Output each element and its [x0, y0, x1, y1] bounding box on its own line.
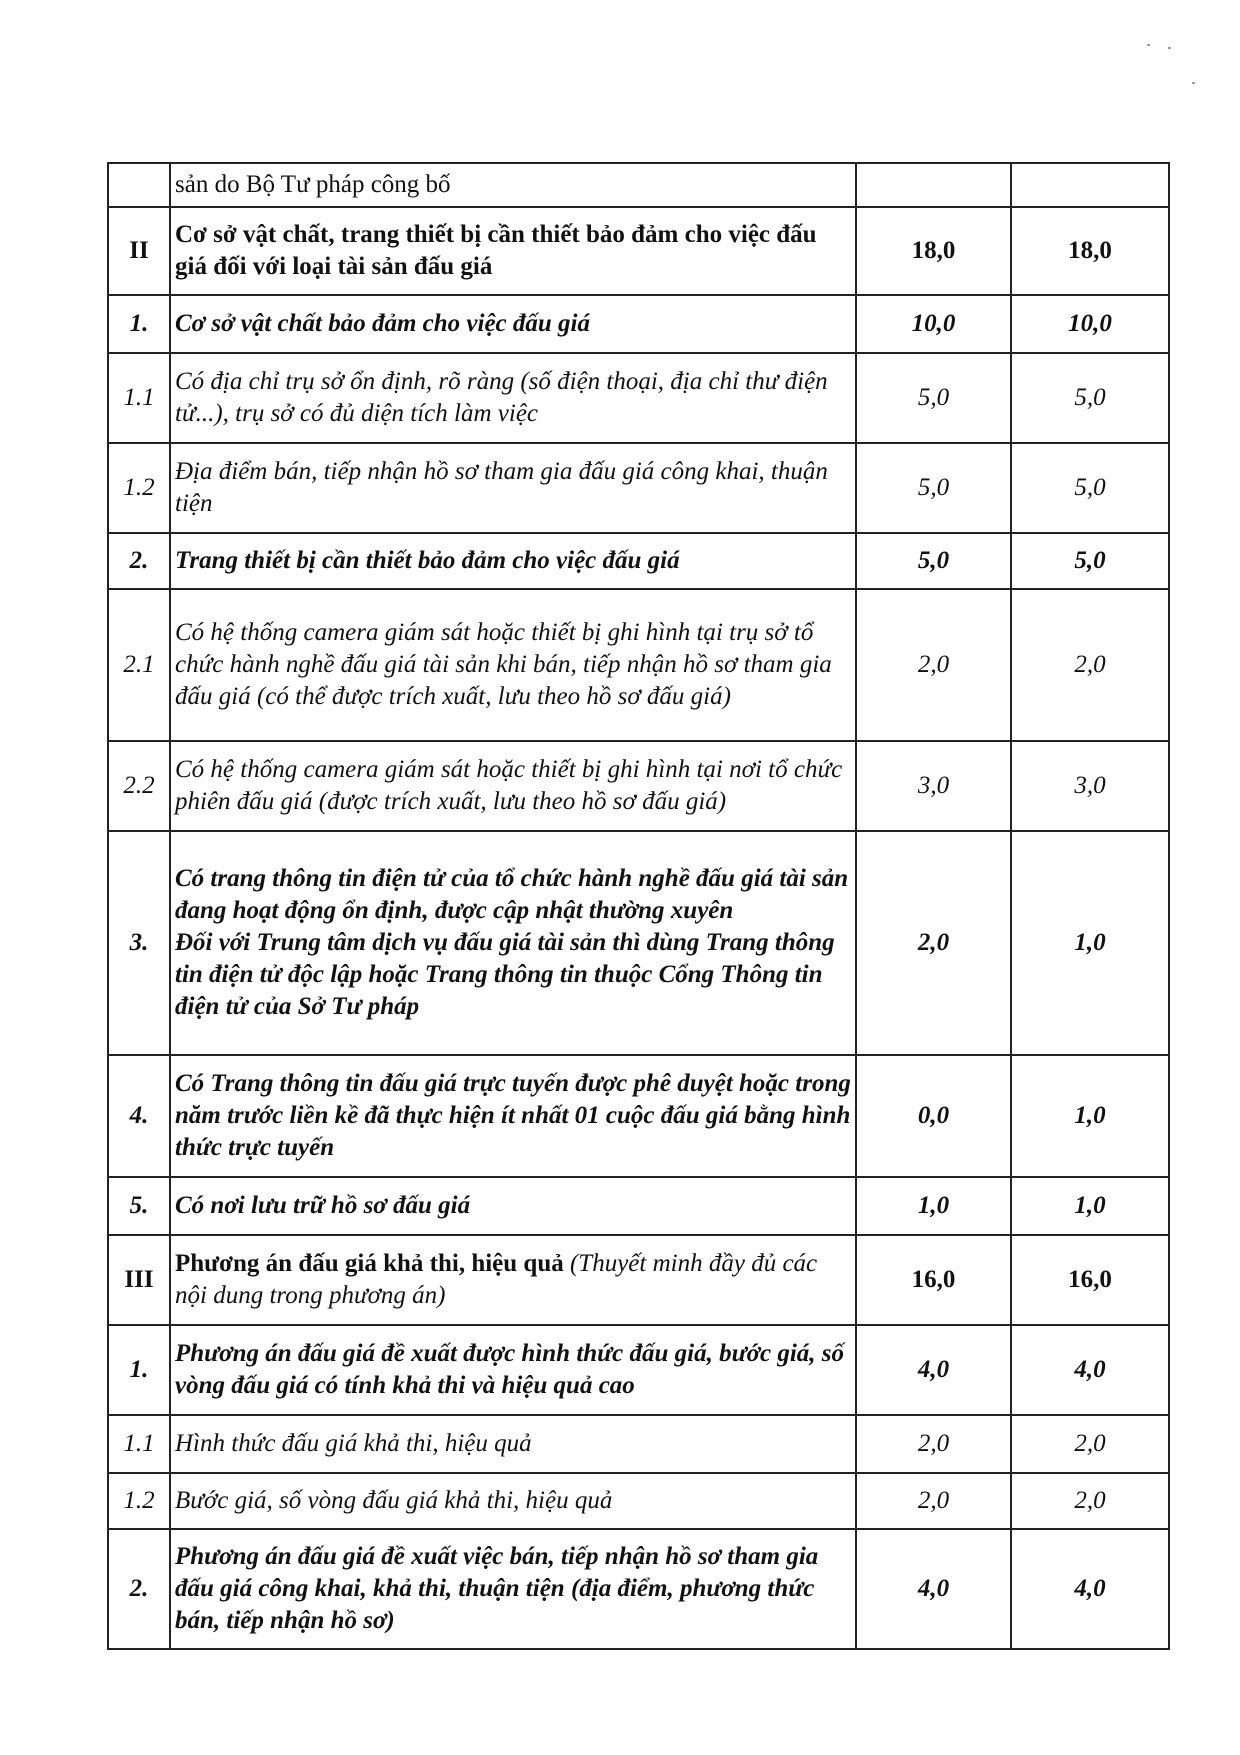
given-score: 2,0 — [1011, 589, 1169, 741]
given-score: 4,0 — [1011, 1325, 1169, 1415]
row-number: 1. — [108, 1325, 170, 1415]
max-score: 5,0 — [856, 533, 1011, 589]
given-score: 2,0 — [1011, 1415, 1169, 1473]
max-score: 0,0 — [856, 1055, 1011, 1177]
row-number — [108, 163, 170, 207]
table-row — [108, 1235, 1169, 1325]
row-number: 1.2 — [108, 443, 170, 533]
criterion-text: Cơ sở vật chất, trang thiết bị cần thiết bảo đảm cho việc đấu giá đối với loại tài sản đấu giá — [170, 207, 856, 295]
row-number: 2. — [108, 1529, 170, 1649]
max-score: 18,0 — [856, 207, 1011, 295]
row-number: II — [108, 207, 170, 295]
row-number: 2.1 — [108, 589, 170, 741]
criterion-note: (Thuyết minh đầy đủ các nội dung trong phương án) — [175, 1250, 818, 1309]
criterion-text: Có nơi lưu trữ hồ sơ đấu giá — [170, 1177, 856, 1235]
table-row — [108, 1177, 1169, 1235]
criterion-text: Phương án đấu giá đề xuất được hình thức đấu giá, bước giá, số vòng đấu giá có tính khả thi và hiệu quả cao — [170, 1325, 856, 1415]
max-score: 4,0 — [856, 1325, 1011, 1415]
max-score: 3,0 — [856, 741, 1011, 831]
given-score: 16,0 — [1011, 1235, 1169, 1325]
max-score — [856, 163, 1011, 207]
scan-speck — [1168, 47, 1171, 49]
criterion-text: Hình thức đấu giá khả thi, hiệu quả — [170, 1415, 856, 1473]
table-row — [108, 1325, 1169, 1415]
table-row — [108, 295, 1169, 353]
given-score: 1,0 — [1011, 831, 1169, 1055]
max-score: 4,0 — [856, 1529, 1011, 1649]
given-score: 5,0 — [1011, 533, 1169, 589]
max-score: 5,0 — [856, 353, 1011, 443]
row-number: 3. — [108, 831, 170, 1055]
row-number: 1. — [108, 295, 170, 353]
scan-speck — [1147, 44, 1150, 46]
criterion-main: Phương án đấu giá khả thi, hiệu quả — [175, 1250, 564, 1277]
criterion-text — [170, 1235, 856, 1325]
given-score: 5,0 — [1011, 443, 1169, 533]
given-score: 10,0 — [1011, 295, 1169, 353]
table-row — [108, 589, 1169, 741]
criterion-text: Phương án đấu giá đề xuất việc bán, tiếp nhận hồ sơ tham gia đấu giá công khai, khả thi, thuận tiện (địa điểm, phương thức bán, tiếp nhận hồ sơ) — [170, 1529, 856, 1649]
max-score: 10,0 — [856, 295, 1011, 353]
row-number: 5. — [108, 1177, 170, 1235]
criterion-text: Có địa chỉ trụ sở ổn định, rõ ràng (số điện thoại, địa chỉ thư điện tử...), trụ sở có đủ diện tích làm việc — [170, 353, 856, 443]
criterion-extra: Đối với Trung tâm dịch vụ đấu giá tài sản thì dùng Trang thông tin điện tử độc lập hoặc Trang thông tin thuộc Cổng Thông tin điện tử của Sở Tư pháp — [175, 929, 835, 1020]
row-number: 1.1 — [108, 353, 170, 443]
row-number: 2.2 — [108, 741, 170, 831]
table-row — [108, 533, 1169, 589]
table-row — [108, 1415, 1169, 1473]
given-score: 1,0 — [1011, 1177, 1169, 1235]
max-score: 1,0 — [856, 1177, 1011, 1235]
row-number: 1.2 — [108, 1473, 170, 1529]
max-score: 2,0 — [856, 831, 1011, 1055]
given-score: 5,0 — [1011, 353, 1169, 443]
table-row — [108, 1055, 1169, 1177]
row-number: III — [108, 1235, 170, 1325]
table-row — [108, 353, 1169, 443]
max-score: 16,0 — [856, 1235, 1011, 1325]
max-score: 2,0 — [856, 1415, 1011, 1473]
table-row — [108, 741, 1169, 831]
criterion-text — [170, 831, 856, 1055]
given-score: 18,0 — [1011, 207, 1169, 295]
given-score — [1011, 163, 1169, 207]
criterion-main: Có trang thông tin điện tử của tổ chức hành nghề đấu giá tài sản đang hoạt động ổn định, được cập nhật thường xuyên — [175, 865, 849, 924]
criterion-text: Bước giá, số vòng đấu giá khả thi, hiệu quả — [170, 1473, 856, 1529]
criterion-text: Địa điểm bán, tiếp nhận hồ sơ tham gia đấu giá công khai, thuận tiện — [170, 443, 856, 533]
table-row — [108, 207, 1169, 295]
table-row — [108, 163, 1169, 207]
criterion-text: Có hệ thống camera giám sát hoặc thiết bị ghi hình tại trụ sở tổ chức hành nghề đấu giá tài sản khi bán, tiếp nhận hồ sơ tham gia đấu giá (có thể được trích xuất, lưu theo hồ sơ đấu giá) — [170, 589, 856, 741]
given-score: 1,0 — [1011, 1055, 1169, 1177]
max-score: 5,0 — [856, 443, 1011, 533]
max-score: 2,0 — [856, 1473, 1011, 1529]
table-row — [108, 443, 1169, 533]
criterion-text: sản do Bộ Tư pháp công bố — [170, 163, 856, 207]
criterion-text: Có hệ thống camera giám sát hoặc thiết bị ghi hình tại nơi tổ chức phiên đấu giá (được trích xuất, lưu theo hồ sơ đấu giá) — [170, 741, 856, 831]
row-number: 4. — [108, 1055, 170, 1177]
given-score: 2,0 — [1011, 1473, 1169, 1529]
scoring-table — [107, 162, 1170, 1650]
criterion-text: Có Trang thông tin đấu giá trực tuyến được phê duyệt hoặc trong năm trước liền kề đã thực hiện ít nhất 01 cuộc đấu giá bằng hình thức trực tuyến — [170, 1055, 856, 1177]
table-row — [108, 831, 1169, 1055]
scan-speck — [1192, 82, 1195, 84]
criterion-text: Trang thiết bị cần thiết bảo đảm cho việc đấu giá — [170, 533, 856, 589]
given-score: 3,0 — [1011, 741, 1169, 831]
row-number: 1.1 — [108, 1415, 170, 1473]
criterion-text: Cơ sở vật chất bảo đảm cho việc đấu giá — [170, 295, 856, 353]
table-row — [108, 1529, 1169, 1649]
row-number: 2. — [108, 533, 170, 589]
max-score: 2,0 — [856, 589, 1011, 741]
given-score: 4,0 — [1011, 1529, 1169, 1649]
table-row — [108, 1473, 1169, 1529]
